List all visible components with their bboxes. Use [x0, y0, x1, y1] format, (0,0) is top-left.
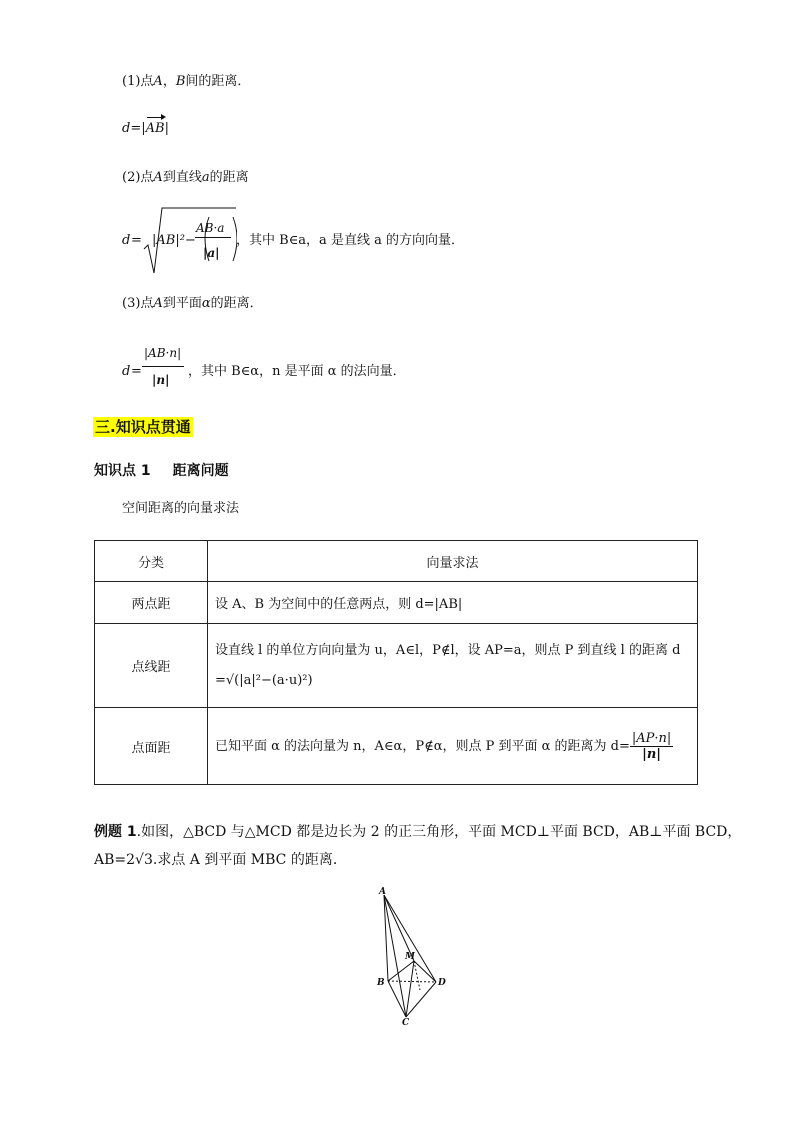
label-M: M	[405, 952, 415, 962]
table-cell-method	[208, 624, 698, 708]
table-cell-method	[208, 708, 698, 785]
formula-3: d = |AB·n| |n| ，其中 B∈α，n 是平面 α 的法向量．	[122, 346, 406, 387]
table-header: 向量求法	[208, 541, 698, 582]
table-row	[95, 708, 698, 785]
method-line: 设直线 l 的单位方向向量为 u，A∈l，P∉l，设 AP=a，则点 P 到直线 l 的距离 d	[215, 642, 681, 658]
table-row	[95, 624, 698, 708]
table-cell-type: 两点距	[95, 582, 208, 624]
section-title: 三.知识点贯通	[95, 418, 191, 436]
label-B: B	[377, 978, 385, 988]
item1-text: (1)点A，B间的距离．	[122, 74, 251, 89]
method-text: 已知平面 α 的法向量为 n，A∈α，P∉α，则点 P 到平面 α 的距离为 d=	[215, 738, 630, 754]
label-A: A	[379, 887, 386, 897]
edge-BM	[388, 961, 414, 981]
tetrahedron-figure	[368, 885, 458, 1025]
method-line: =√(|a|²−(a·u)²)	[215, 672, 313, 688]
formula-2: d = |AB|²− AB·a |a| ，其中 B∈a，a 是直线 a 的方向向量．	[122, 205, 482, 277]
table-header: 分类	[95, 541, 208, 582]
edge-BC	[388, 981, 406, 1017]
example-line-1: 例题 1.如图，△BCD 与△MCD 都是边长为 2 的正三角形，平面 MCD⊥平面 BCD，AB⊥平面 BCD，	[94, 824, 742, 840]
distance-methods-table	[94, 540, 698, 785]
table-cell-type: 点线距	[95, 624, 208, 708]
knowledge-point-intro: 空间距离的向量求法	[122, 501, 240, 516]
table-header-row	[95, 541, 698, 582]
example-line-2: AB=2√3.求点 A 到平面 MBC 的距离．	[94, 852, 347, 868]
table-row	[95, 582, 698, 624]
knowledge-point-heading: 知识点 1 距离问题	[94, 463, 229, 479]
method-fraction: $\frac{|AP\cdot n|}{|n|}$	[631, 730, 672, 762]
item2-text: (2)点A到直线a的距离	[122, 170, 249, 185]
label-C: C	[402, 1018, 410, 1025]
table-cell-method: 设 A、B 为空间中的任意两点，则 d=|AB|	[208, 582, 698, 624]
item3-text: (3)点A到平面α的距离．	[122, 296, 263, 311]
formula-1: d=|AB|	[122, 121, 169, 136]
edge-BD-hidden	[388, 981, 436, 982]
table-cell-type: 点面距	[95, 708, 208, 785]
label-D: D	[438, 978, 446, 988]
